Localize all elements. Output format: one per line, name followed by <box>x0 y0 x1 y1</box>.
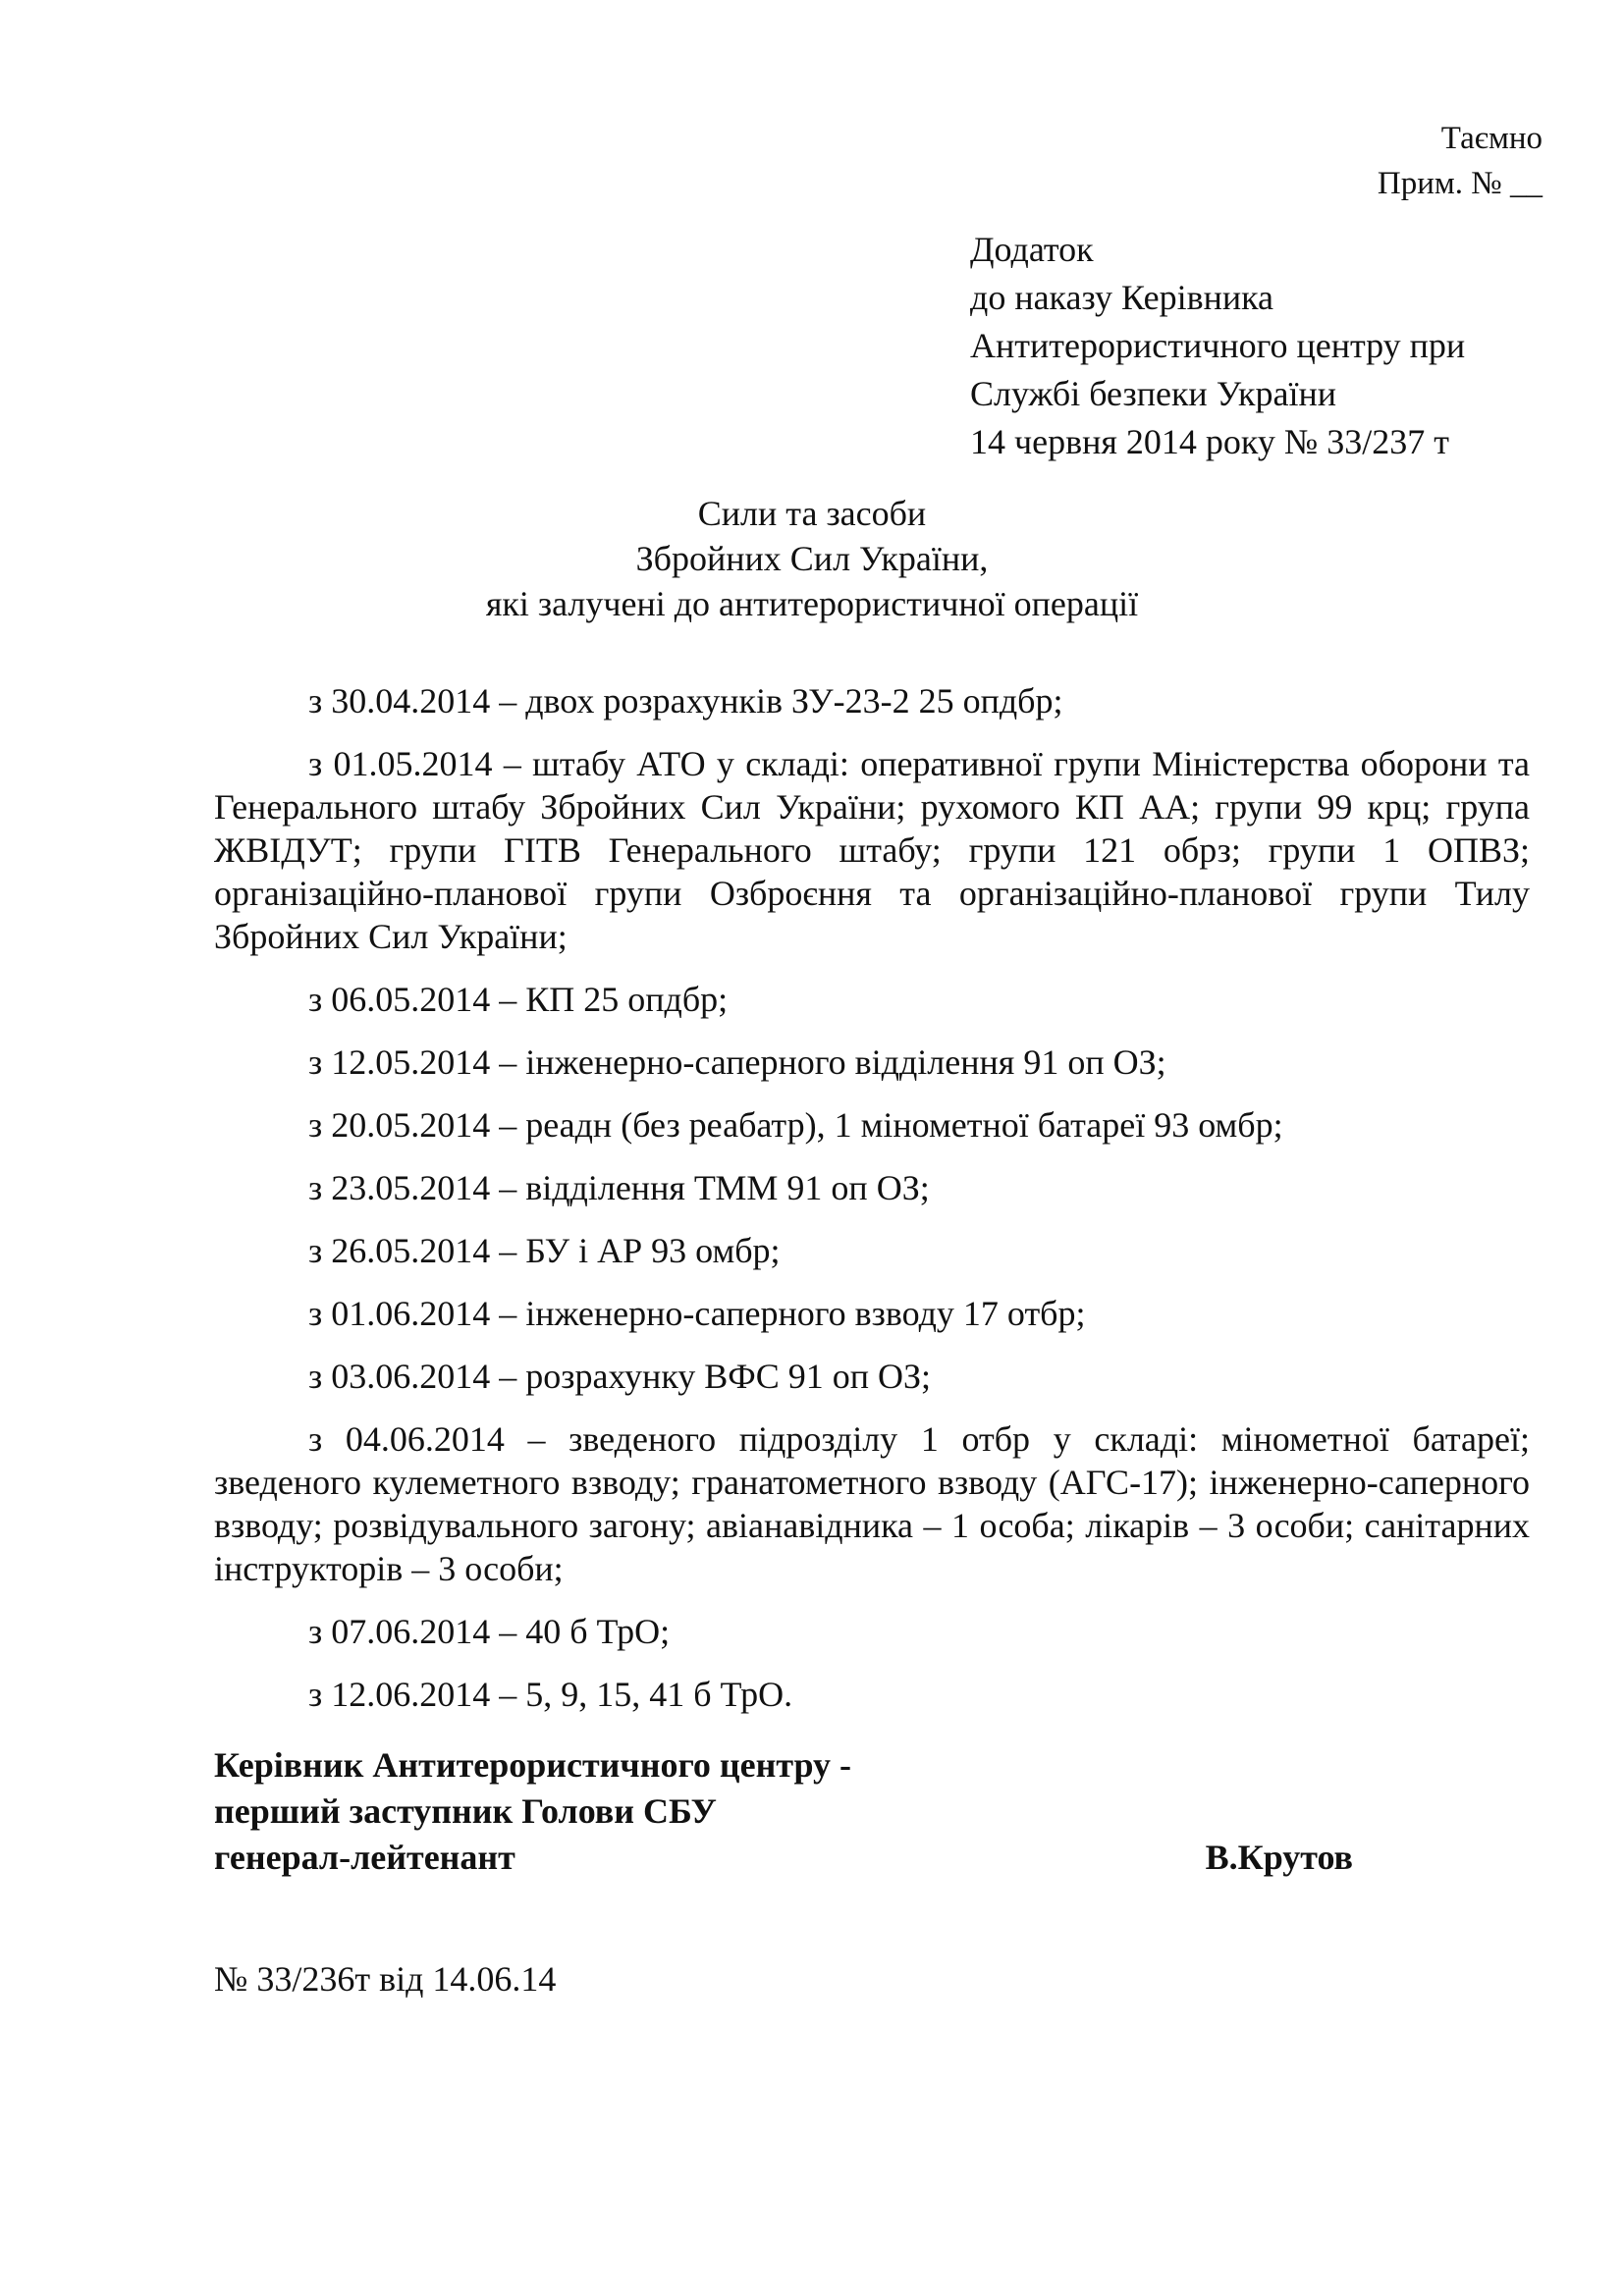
body-paragraph: з 12.05.2014 – інженерно-саперного відділення 91 оп ОЗ; <box>308 1042 1166 1082</box>
appendix-block <box>970 226 1465 466</box>
appendix-date-number: 14 червня 2014 року № 33/237 т <box>970 422 1449 461</box>
title-line: Збройних Сил України, <box>635 539 989 578</box>
body-paragraph: з 06.05.2014 – КП 25 опдбр; <box>308 980 729 1019</box>
appendix-line: Додаток <box>970 230 1094 269</box>
appendix-line: Антитерористичного центру при <box>970 326 1466 365</box>
body-paragraph: з 01.06.2014 – інженерно-саперного взводу 17 отбр; <box>308 1294 1086 1333</box>
signatory-rank: генерал-лейтенант <box>214 1838 515 1877</box>
body-paragraph: з 20.05.2014 – реадн (без реабатр), 1 мінометної батареї 93 омбр; <box>308 1105 1283 1145</box>
signatory-title-line1: Керівник Антитерористичного центру - <box>214 1745 852 1785</box>
body-paragraph: з 07.06.2014 – 40 б ТрО; <box>308 1612 671 1651</box>
appendix-line: до наказу Керівника <box>970 278 1274 317</box>
title-line: які залучені до антитерористичної операції <box>485 584 1139 623</box>
body-paragraph: з 23.05.2014 – відділення ТММ 91 оп ОЗ; <box>308 1168 930 1207</box>
body-paragraph: з 26.05.2014 – БУ і АР 93 омбр; <box>308 1231 781 1270</box>
appendix-line: Службі безпеки України <box>970 374 1337 413</box>
document-title <box>0 491 1624 626</box>
body-paragraph: з 12.06.2014 – 5, 9, 15, 41 б ТрО. <box>308 1675 793 1714</box>
body-paragraph: з 03.06.2014 – розрахунку ВФС 91 оп ОЗ; <box>308 1357 932 1396</box>
classification-label: Таємно <box>1440 121 1543 156</box>
document-number: № 33/236т від 14.06.14 <box>214 1959 557 1999</box>
signatory-rank-row <box>214 1835 1353 1881</box>
signatory-name: В.Крутов <box>1205 1838 1353 1877</box>
signature-block <box>214 1742 1353 1881</box>
title-line: Сили та засоби <box>697 494 927 533</box>
copy-number: Прим. № __ <box>1377 166 1543 201</box>
body-paragraph: з 30.04.2014 – двох розрахунків ЗУ-23-2 25 опдбр; <box>308 681 1063 721</box>
body-paragraph: з 04.06.2014 – зведеного підрозділу 1 отбр у складі: мінометної батареї; зведеного кулеметного взводу; гранатометного взводу (АГС-17); інженерно-саперного взводу; розвідувального загону; авіанавідника – 1 особа; лікарів – 3 особи; санітарних інструкторів – 3 особи; <box>214 1419 1530 1588</box>
classification-block <box>1378 116 1543 206</box>
document-body <box>214 679 1530 1735</box>
signatory-title-line2: перший заступник Голови СБУ <box>214 1791 717 1831</box>
body-paragraph: з 01.05.2014 – штабу АТО у складі: оперативної групи Міністерства оборони та Генерального штабу Збройних Сил України; рухомого КП АА; групи 99 крц; група ЖВІДУТ; групи ГІТВ Генерального штабу; групи 121 обрз; групи 1 ОПВЗ; організаційно-планової групи Озброєння та організаційно-планової групи Тилу Збройних Сил України; <box>214 744 1530 956</box>
